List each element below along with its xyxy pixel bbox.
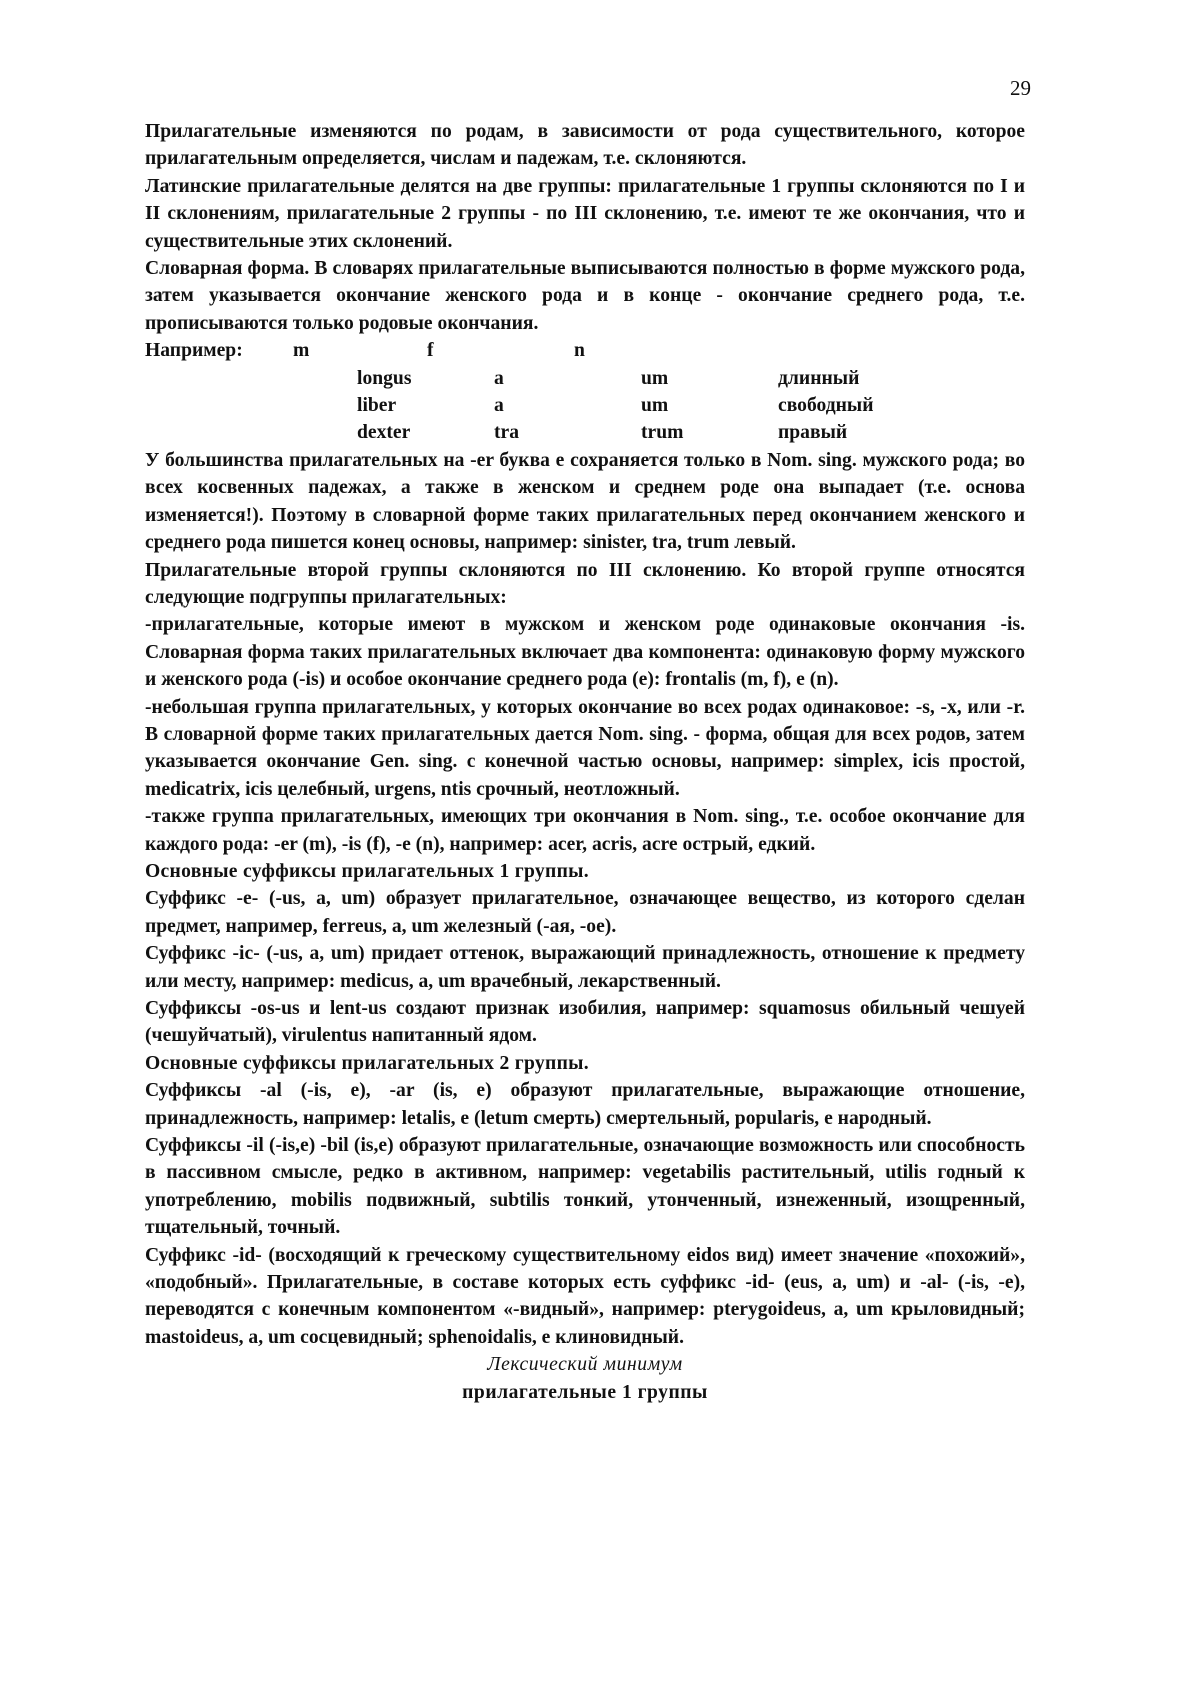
example-header	[145, 337, 1025, 364]
example-row	[357, 392, 1025, 419]
paragraph: Суффиксы -al (-is, e), -ar (is, e) образуют прилагательные, выражающие отношение, принадлежность, например: letalis, e (letum смерть) смертельный, popularis, e народный.	[145, 1080, 1025, 1129]
footer-title-bold: прилагательные 1 группы	[462, 1381, 708, 1403]
example-cell: a	[494, 367, 504, 389]
page-number: 29	[1010, 76, 1031, 100]
example-cell: liber	[357, 395, 397, 417]
example-cell: trum	[641, 422, 684, 444]
example-cell: a	[494, 395, 504, 417]
example-row	[357, 419, 1025, 446]
paragraph: -прилагательные, которые имеют в мужском и женском роде одинаковые окончания -is. Словарная форма таких прилагательных включает два компонента: одинаковую форму мужского и женского рода (-is) и особое окончание среднего рода (e): frontalis (m, f), e (n).	[145, 614, 1025, 691]
paragraph: Суффикс -id- (восходящий к греческому существительному eidos вид) имеет значение «похожий», «подобный». Прилагательные, в составе которых есть суффикс -id- (eus, a, um) и -al- (-is, -e), переводятся с конечным компонентом «-видный», например: pterygoideus, a, um крыловидный; mastoideus, a, um сосцевидный; sphenoidalis, e клиновидный.	[145, 1244, 1025, 1348]
paragraph: Суффиксы -il (-is,e) -bil (is,e) образуют прилагательные, означающие возможность или способность в пассивном смысле, редко в активном, например: vegetabilis растительный, utilis годный к употреблению, mobilis подвижный, subtilis тонкий, утонченный, изнеженный, изощренный, тщательный, точный.	[145, 1135, 1025, 1239]
example-label: Например:	[145, 340, 243, 362]
gender-header-m: m	[293, 340, 310, 362]
paragraph: Латинские прилагательные делятся на две группы: прилагательные 1 группы склоняются по I и II склонениям, прилагательные 2 группы - по III склонению, т.е. имеют те же окончания, что и существительные этих склонений.	[145, 175, 1025, 252]
example-cell: longus	[357, 367, 412, 389]
paragraph: Прилагательные изменяются по родам, в зависимости от рода существительного, которое прилагательным определяется, числам и падежам, т.е. склоняются.	[145, 121, 1025, 170]
example-cell: свободный	[778, 395, 874, 417]
example-cell: um	[641, 367, 669, 389]
page-content	[145, 118, 1025, 1406]
example-row	[357, 365, 1025, 392]
example-cell: правый	[778, 422, 848, 444]
gender-header-n: n	[574, 340, 585, 362]
paragraph: -также группа прилагательных, имеющих три окончания в Nom. sing., т.е. особое окончание для каждого рода: -er (m), -is (f), -e (n), например: acer, acris, acre острый, едкий.	[145, 806, 1025, 855]
paragraph: Суффиксы -os-us и lent-us создают признак изобилия, например: squamosus обильный чешуей (чешуйчатый), virulentus напитанный ядом.	[145, 998, 1025, 1047]
footer-title-italic: Лексический минимум	[487, 1354, 683, 1376]
example-table	[357, 365, 1025, 447]
example-cell: dexter	[357, 422, 411, 444]
section-heading: Основные суффиксы прилагательных 2 группы.	[145, 1052, 589, 1074]
paragraph: Суффикс -ic- (-us, a, um) придает оттенок, выражающий принадлежность, отношение к предмету или месту, например: medicus, a, um врачебный, лекарственный.	[145, 943, 1025, 992]
section-heading: Основные суффиксы прилагательных 1 группы.	[145, 860, 589, 882]
gender-header-f: f	[427, 340, 434, 362]
example-cell: tra	[494, 422, 520, 444]
paragraph: Словарная форма. В словарях прилагательные выписываются полностью в форме мужского рода, затем указывается окончание женского рода и в конце - окончание среднего рода, т.е. прописываются только родовые окончания.	[145, 258, 1025, 334]
paragraph: Суффикс -e- (-us, a, um) образует прилагательное, означающее вещество, из которого сделан предмет, например, ferreus, a, um железный (-ая, -ое).	[145, 888, 1025, 937]
example-cell: um	[641, 395, 669, 417]
example-cell: длинный	[778, 367, 860, 389]
paragraph: -небольшая группа прилагательных, у которых окончание во всех родах одинаковое: -s, -x, или -r. В словарной форме таких прилагательных дается Nom. sing. - форма, общая для всех родов, затем указывается окончание Gen. sing. с конечной частью основы, например: simplex, icis простой, medicatrix, icis целебный, urgens, ntis срочный, неотложный.	[145, 696, 1025, 800]
paragraph: Прилагательные второй группы склоняются по III склонению. Ко второй группе относятся следующие подгруппы прилагательных:	[145, 559, 1025, 608]
paragraph: У большинства прилагательных на -er буква e сохраняется только в Nom. sing. мужского рода; во всех косвенных падежах, а также в женском и среднем роде она выпадает (т.е. основа изменяется!). Поэтому в словарной форме таких прилагательных перед окончанием женского и среднего рода пишется конец основы, например: sinister, tra, trum левый.	[145, 449, 1025, 554]
